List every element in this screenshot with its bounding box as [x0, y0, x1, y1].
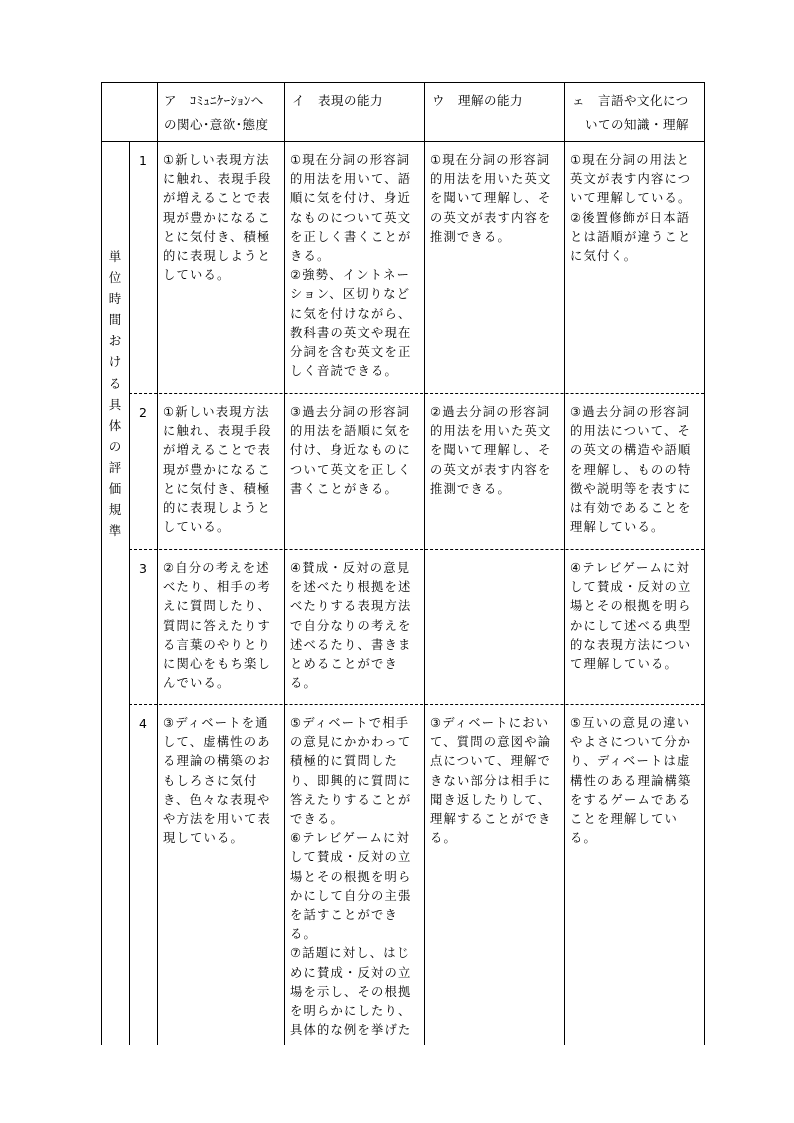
row-separator	[129, 704, 704, 705]
header-col-c: ウ 理解の能力	[432, 93, 524, 108]
cell-row2-col-a: ①新しい表現方法 に触れ、表現手段 が増えることで表 現が豊かになるこ とに気付き、積極 的に表現しようと している。	[163, 405, 272, 535]
cell-row4-col-a: ③ディベートを通 して、虚構性のあ る理論の構築のお もしろさに気付 き、色々な表現や や方法を用いて表 現している。	[163, 716, 271, 846]
cell-row1-col-c: ①現在分詞の形容詞 的用法を用いた英文 を聞いて理解し、そ の英文が表す内容を 推測できる。	[430, 153, 552, 244]
header-col-b: イ 表現の能力	[292, 93, 384, 108]
cell-row2-col-b: ③過去分詞の形容詞 的用法を語順に気を 付け、身近なものに ついて英文を正しく 書くことがきる。	[290, 405, 412, 496]
header-col-d: ェ 言語や文化につ いての知識・理解	[572, 93, 690, 132]
cell-row3-col-b: ④賛成・反対の意見 を述べたり根拠を述 べたりする表現方法 で自分なりの考えを 述べるたり、書きま とめることができ る。	[290, 561, 412, 691]
row-separator	[129, 393, 704, 394]
row-number: 3	[139, 561, 147, 576]
header-col-a: ア ｺﾐｭﾆｹｰｼｮﾝへ の関心･意欲･態度	[164, 93, 269, 132]
col-a-divider	[284, 82, 285, 1045]
table-top-border	[101, 82, 704, 83]
row-number: 4	[139, 716, 147, 731]
col-b-divider	[424, 82, 425, 1045]
table-left-border	[101, 82, 102, 1045]
side-label-divider	[129, 141, 130, 1045]
cell-row3-col-a: ②自分の考えを述 べたり、相手の考 えに質問したり、 質問に答えたりす る言葉のやりとり に関心をもち楽し んでいる。	[163, 561, 271, 691]
cell-row2-col-d: ③過去分詞の形容詞 的用法について、そ の英文の構造や語順 を理解し、ものの特 徴や説明等を表すに は有効であることを 理解している。	[570, 405, 692, 535]
cell-row4-col-c: ③ディベートにおい て、質問の意図や論 点について、理解で きない部分は相手に 聞き返したりして、 理解することができ る。	[430, 716, 552, 846]
row-number: 1	[139, 153, 147, 168]
cell-row1-col-b: ①現在分詞の形容詞 的用法を用いて、語 順に気を付け、身近 なものについて英文 を正しく書くことが きる。 ②強勢、イントネー ション、区切りなど に気を付けながら、 教科書の英文や現在 分詞を含む英文を正 しく音読できる。	[290, 153, 412, 379]
cell-row2-col-c: ②過去分詞の形容詞 的用法を用いた英文 を聞いて理解し、そ の英文が表す内容を 推測できる。	[430, 405, 552, 496]
cell-row4-col-d: ⑤互いの意見の違い やよさについて分か り、ディベートは虚 構性のある理論構築 をするゲームである ことを理解してい る。	[570, 716, 692, 846]
header-bottom-border	[101, 141, 704, 142]
side-label: 単 位 時 間 お け る 具 体 の 評 価 規 準	[108, 249, 122, 539]
row-number: 2	[139, 405, 147, 420]
cell-row1-col-d: ①現在分詞の用法と 英文が表す内容につ いて理解している。 ②後置修飾が日本語 とは語順が違うこと に気付く。	[570, 153, 692, 264]
table-right-border	[704, 82, 705, 1045]
cell-row4-col-b: ⑤ディベートで相手 の意見にかかわって 積極的に質問した り、即興的に質問に 答えたりすることが できる。 ⑥テレビゲームに対 して賛成・反対の立 場とその根拠を明ら かにして自分の主張 を話すことができ る。 ⑦話題に対し、はじ めに賛成・反対の立 場を示し、その根拠 を明らかにしたり、 具体的な例を挙げた	[290, 716, 412, 1038]
num-column-divider	[157, 82, 158, 1045]
col-c-divider	[564, 82, 565, 1045]
cell-row1-col-a: ①新しい表現方法 に触れ、表現手段 が増えることで表 現が豊かになるこ とに気付き、積極 的に表現しようと している。	[163, 153, 272, 283]
cell-row3-col-d: ④テレビゲームに対 して賛成・反対の立 場とその根拠を明ら かにして述べる典型 的な表現方法につい て理解している。	[570, 561, 692, 672]
row-separator	[129, 549, 704, 550]
